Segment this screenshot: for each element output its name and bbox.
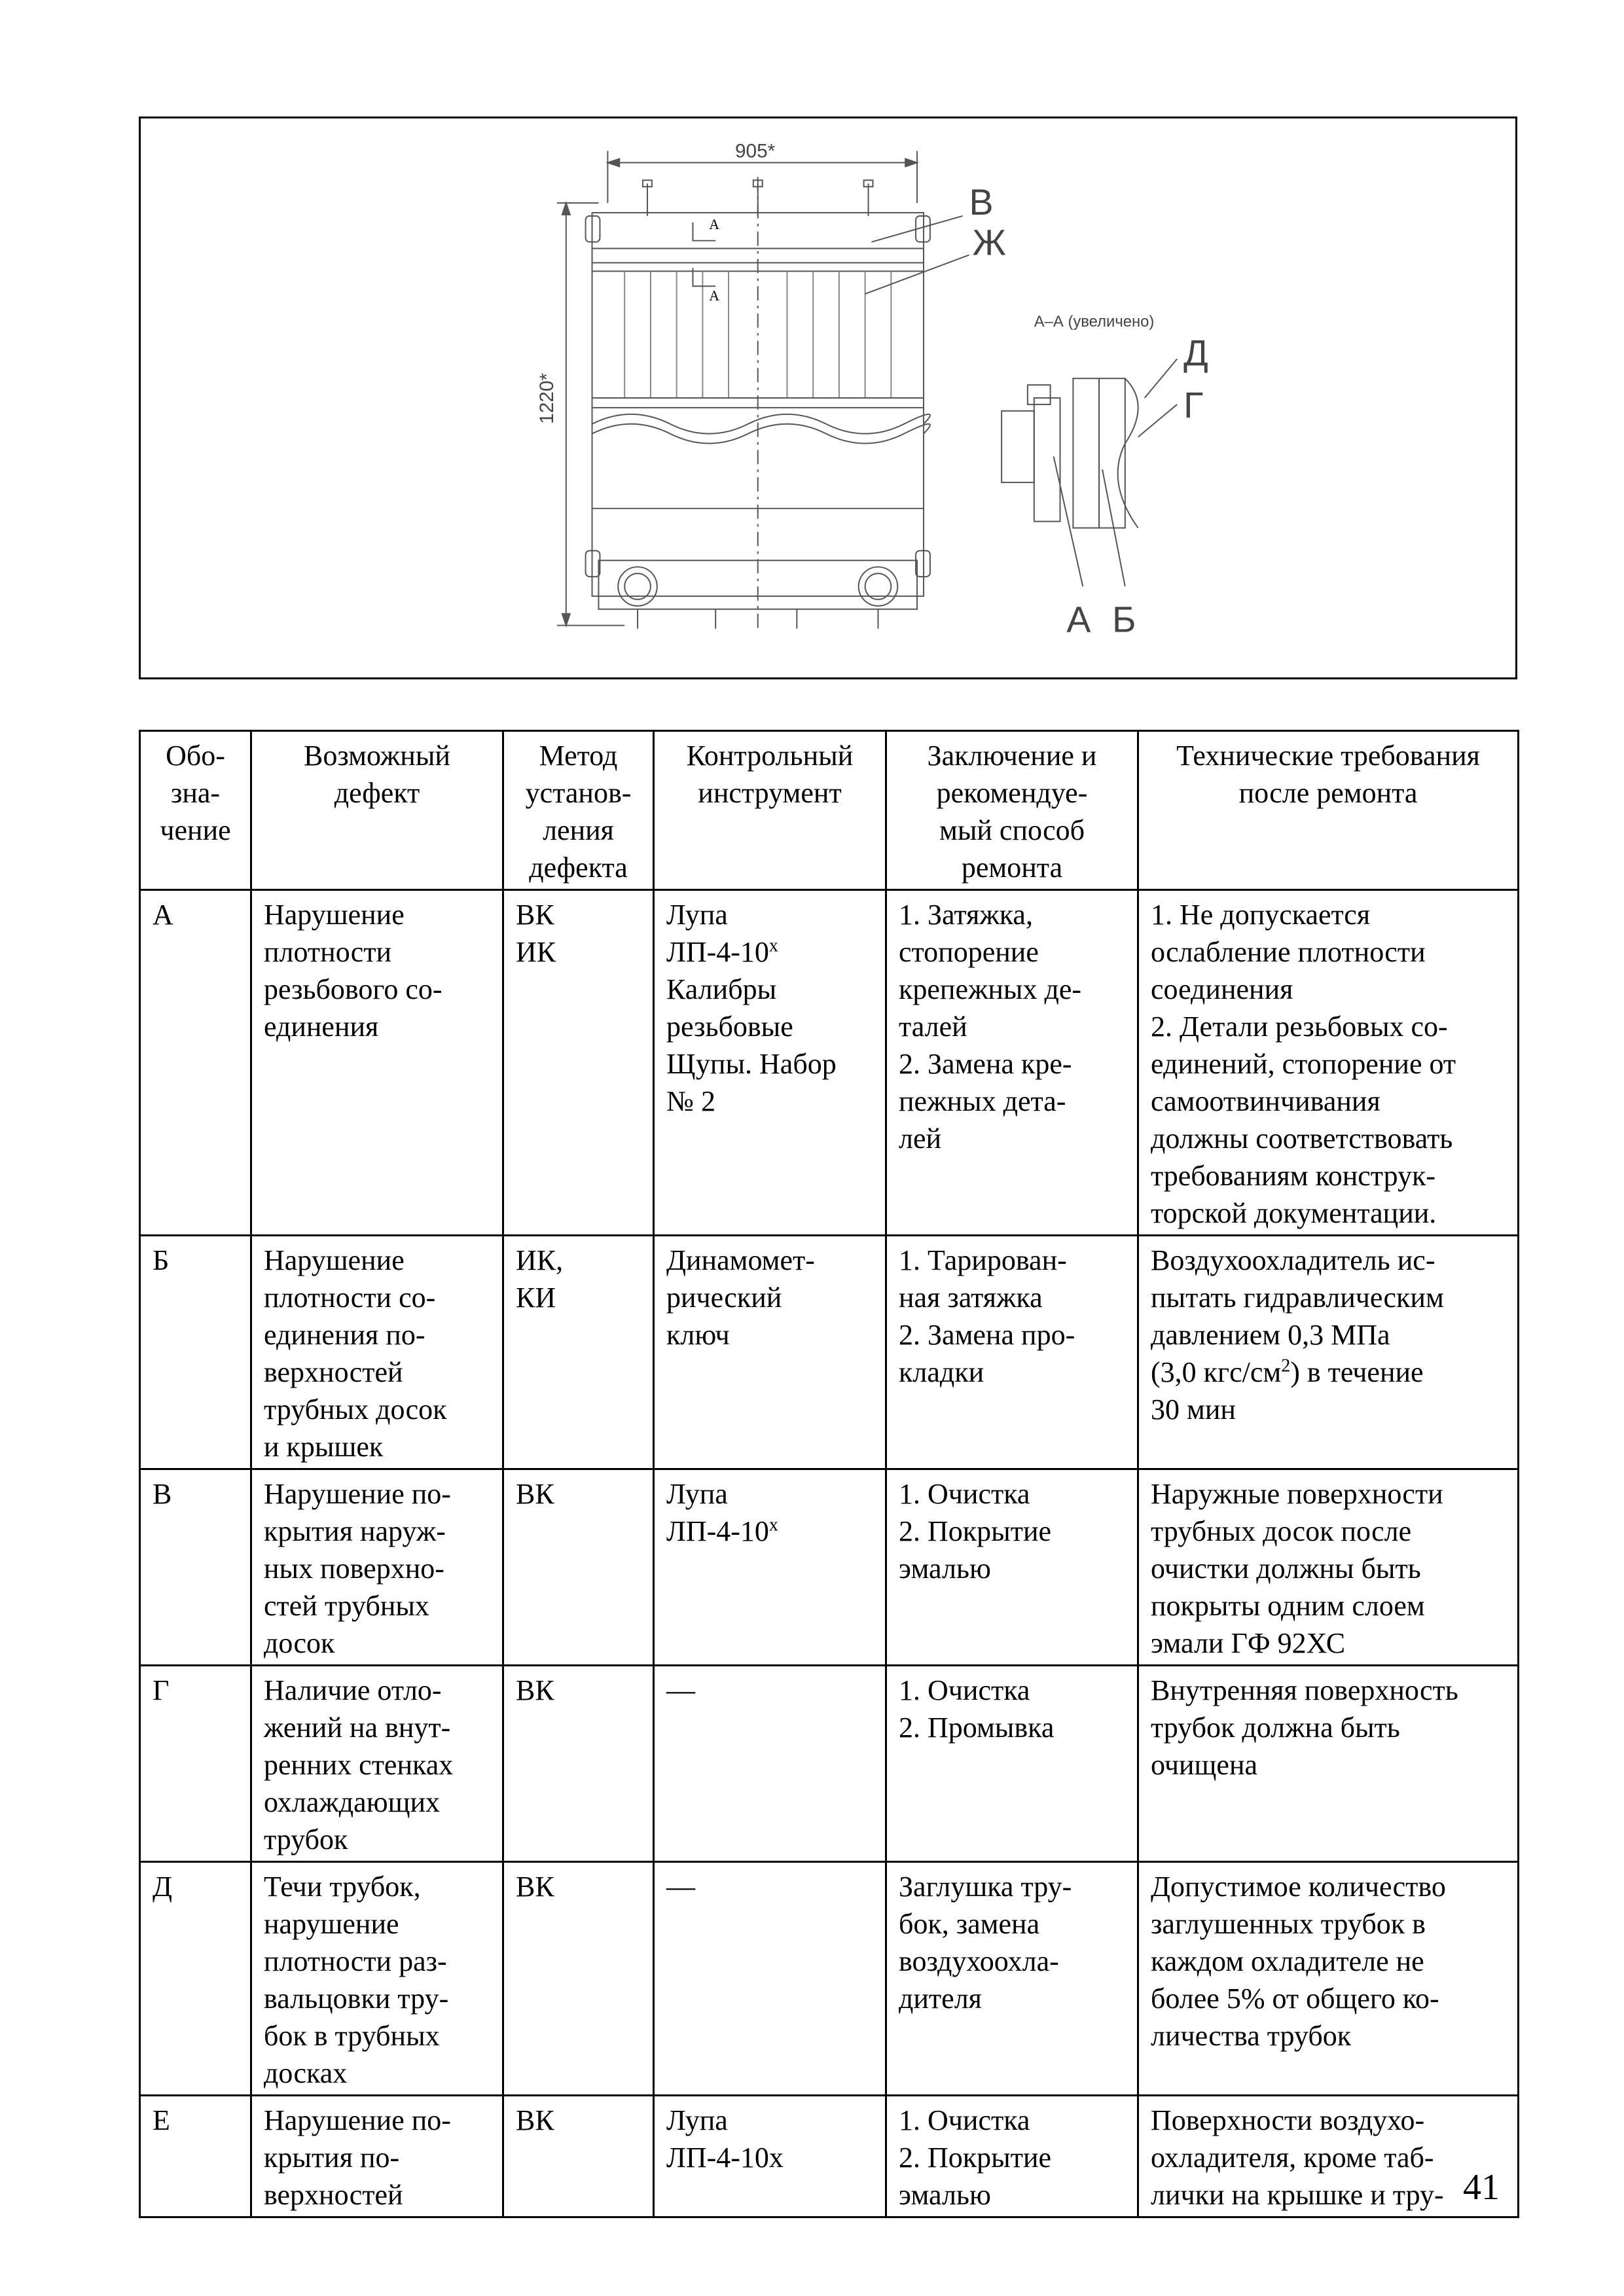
text-segment: требованиям конструк- [1151, 1160, 1436, 1192]
cell-line: чение [160, 814, 231, 846]
cell-line [1151, 2176, 1506, 2214]
designation-cell: Г [140, 1666, 251, 1862]
callout-v: В [969, 181, 994, 223]
text-segment: пытать гидравлическим [1151, 1282, 1444, 1314]
method-cell [503, 1469, 654, 1666]
method-cell [503, 1236, 654, 1469]
method-cell [503, 1862, 654, 2096]
cell-line: ВК [516, 899, 554, 931]
text-segment: — [666, 1674, 695, 1706]
cell-line [1151, 1157, 1506, 1194]
cell-line: после ремонта [1238, 777, 1418, 809]
cell-line: ИК [516, 936, 556, 968]
cell-line: резьбового со- [264, 973, 442, 1005]
cell-line: установ- [525, 777, 632, 809]
text-segment: Лупа [666, 899, 728, 931]
text-segment: заглушенных трубок в [1151, 1908, 1426, 1940]
instrument-cell [654, 1862, 886, 2096]
text-segment: ЛП-4-10х [666, 2142, 784, 2174]
width-dimension: 905* [734, 140, 776, 162]
repair-cell [886, 1862, 1138, 2096]
instrument-cell [654, 1236, 886, 1469]
cell-line [1151, 1905, 1506, 1943]
cell-line [666, 1513, 873, 1550]
cell-line [1151, 1120, 1506, 1157]
cell-line: зна- [170, 777, 221, 809]
text-segment: 30 мин [1151, 1393, 1236, 1426]
instrument-cell [654, 890, 886, 1236]
text-segment: эмали ГФ 92ХС [1151, 1627, 1346, 1659]
cell-line: стей трубных [264, 1590, 429, 1622]
text-segment: должны соответствовать [1151, 1122, 1453, 1155]
cell-line: 1. Тарирован- [899, 1244, 1067, 1276]
cell-line [666, 1045, 873, 1083]
cell-line: 1. Очистка [899, 1478, 1030, 1510]
text-segment: личества трубок [1151, 2020, 1352, 2052]
text-segment: 2. Детали резьбовых со- [1151, 1011, 1448, 1043]
text-segment: единений, стопорение от [1151, 1048, 1456, 1080]
cell-line: нарушение [264, 1908, 399, 1940]
text-segment: Наружные поверхности [1151, 1478, 1443, 1510]
text-segment: охладителя, кроме таб- [1151, 2142, 1434, 2174]
cell-line: кладки [899, 1356, 984, 1388]
cell-line: Наличие отло- [264, 1674, 442, 1706]
text-segment: ) в течение [1290, 1356, 1424, 1388]
text-segment: — [666, 1871, 695, 1903]
text-segment: Допустимое количество [1151, 1871, 1446, 1903]
cell-line: крытия по- [264, 2142, 400, 2174]
cell-line: дителя [899, 1982, 982, 2015]
cell-line: стопорение [899, 936, 1039, 968]
air-cooler-drawing [141, 118, 1515, 677]
cell-line: трубок [264, 1823, 348, 1856]
text-segment: Воздухоохладитель ис- [1151, 1244, 1435, 1276]
cell-line: мый способ [939, 814, 1085, 846]
text-segment: Динамомет- [666, 1244, 815, 1276]
requirements-cell [1138, 890, 1519, 1236]
defect-cell [251, 1236, 503, 1469]
text-segment: ключ [666, 1319, 730, 1351]
cell-line [666, 896, 873, 933]
cell-line: Нарушение по- [264, 1478, 451, 1510]
cell-line [1151, 1475, 1506, 1513]
cell-line: верхностей [264, 2179, 403, 2211]
cell-line [1151, 1391, 1506, 1428]
cell-line [1151, 2017, 1506, 2054]
cell-line: ная затяжка [899, 1282, 1043, 1314]
cell-line: ВК [516, 2104, 554, 2136]
technical-drawing-frame [139, 117, 1517, 679]
cell-line [666, 1008, 873, 1045]
designation-cell: Б [140, 1236, 251, 1469]
cell-line [1151, 1316, 1506, 1354]
cell-line: трубных досок [264, 1393, 447, 1426]
designation-cell: В [140, 1469, 251, 1666]
cell-line: Нарушение [264, 899, 405, 931]
column-header-designation [140, 731, 251, 890]
cell-line [666, 1475, 873, 1513]
method-cell [503, 2096, 654, 2217]
text-segment: ослабление плотности [1151, 936, 1426, 968]
cell-line [666, 1672, 873, 1709]
cell-line [666, 1868, 873, 1905]
cell-line: охлаждающих [264, 1786, 441, 1818]
cell-line: воздухоохла- [899, 1945, 1059, 1977]
text-segment: Внутренняя поверхность [1151, 1674, 1458, 1706]
cell-line: ВК [516, 1674, 554, 1706]
text-segment: ЛП-4-10 [666, 1515, 769, 1547]
cell-line: Метод [539, 740, 618, 772]
cell-line: талей [899, 1011, 967, 1043]
requirements-cell [1138, 1666, 1519, 1862]
cell-line: Технические требования [1176, 740, 1480, 772]
cell-line [1151, 1550, 1506, 1587]
requirements-cell [1138, 1862, 1519, 2096]
cell-line: ренних стенках [264, 1749, 454, 1781]
cell-line [1151, 1746, 1506, 1784]
cell-line [1151, 1279, 1506, 1316]
cell-line: Заключение и [927, 740, 1097, 772]
cell-line: и крышек [264, 1431, 384, 1463]
cell-line [1151, 1709, 1506, 1746]
cell-line: ВК [516, 1478, 554, 1510]
text-segment: самоотвинчивания [1151, 1085, 1380, 1117]
callout-b: Б [1111, 599, 1136, 640]
page-number: 41 [1463, 2167, 1500, 2208]
text-segment: давлением 0,3 МПа [1151, 1319, 1390, 1351]
text-segment: Калибры [666, 973, 777, 1005]
repair-cell [886, 1666, 1138, 1862]
cell-line: рекомендуе- [936, 777, 1088, 809]
cell-line [666, 971, 873, 1008]
cell-line: Нарушение по- [264, 2104, 451, 2136]
designation-cell: Е [140, 2096, 251, 2217]
cell-line [666, 1279, 873, 1316]
defects-table [139, 730, 1519, 2218]
cell-line [1151, 933, 1506, 971]
callout-d: Д [1183, 332, 1208, 374]
text-segment: ЛП-4-10 [666, 936, 769, 968]
height-dimension: 1220* [535, 372, 558, 424]
cell-line [666, 1242, 873, 1279]
cell-line [1151, 2102, 1506, 2139]
repair-cell [886, 1236, 1138, 1469]
cell-line [666, 1316, 873, 1354]
text-segment: покрыты одним слоем [1151, 1590, 1425, 1622]
cell-line: Заглушка тру- [899, 1871, 1072, 1903]
text-segment: рический [666, 1282, 782, 1314]
cell-line: плотности раз- [264, 1945, 447, 1977]
table-row [140, 1469, 1519, 1666]
text-segment: № 2 [666, 1085, 715, 1117]
cell-line: дефект [334, 777, 420, 809]
cell-line: ВК [516, 1871, 554, 1903]
cell-line: бок в трубных [264, 2020, 440, 2052]
section-mark-top: А [709, 216, 720, 232]
cell-line [1151, 1672, 1506, 1709]
cell-line: дефекта [529, 852, 628, 884]
callout-a: А [1066, 599, 1091, 640]
superscript: 2 [1281, 1355, 1291, 1376]
cell-line: инструмент [698, 777, 842, 809]
requirements-cell [1138, 1236, 1519, 1469]
header-row [140, 731, 1519, 890]
cell-line: КИ [516, 1282, 556, 1314]
column-header-repair-conclusion [886, 731, 1138, 890]
text-segment: Лупа [666, 2104, 728, 2136]
cell-line: вальцовки тру- [264, 1982, 449, 2015]
cell-line [1151, 1083, 1506, 1120]
cell-line: плотности со- [264, 1282, 436, 1314]
cell-line [1151, 1008, 1506, 1045]
cell-line: досках [264, 2057, 348, 2089]
instrument-cell [654, 1666, 886, 1862]
designation-cell: Д [140, 1862, 251, 2096]
cell-line: жений на внут- [264, 1712, 451, 1744]
cell-line: досок [264, 1627, 335, 1659]
defects-table-header [140, 731, 1519, 890]
text-segment: более 5% от общего ко- [1151, 1982, 1439, 2015]
callout-g: Г [1183, 384, 1204, 425]
text-segment: соединения [1151, 973, 1293, 1005]
cell-line: пежных дета- [899, 1085, 1066, 1117]
cell-line [666, 2102, 873, 2139]
defect-cell [251, 1469, 503, 1666]
cell-line: Течи трубок, [264, 1871, 421, 1903]
cell-line: 1. Очистка [899, 2104, 1030, 2136]
table-row [140, 1236, 1519, 1469]
superscript: x [768, 935, 778, 956]
repair-cell [886, 1469, 1138, 1666]
repair-cell [886, 890, 1138, 1236]
cell-line: Возможный [304, 740, 450, 772]
cell-line: лей [899, 1122, 942, 1155]
cell-line [1151, 1943, 1506, 1980]
superscript: x [768, 1515, 778, 1535]
cell-line: крытия наруж- [264, 1515, 446, 1547]
column-header-possible-defect [251, 731, 503, 890]
text-segment: Щупы. Набор [666, 1048, 837, 1080]
cell-line: плотности [264, 936, 392, 968]
cell-line: ления [543, 814, 614, 846]
cell-line [1151, 1868, 1506, 1905]
defect-cell [251, 1666, 503, 1862]
defect-cell [251, 890, 503, 1236]
defect-cell [251, 2096, 503, 2217]
cell-line: ремонта [961, 852, 1063, 884]
cell-line: бок, замена [899, 1908, 1040, 1940]
cell-line: Нарушение [264, 1244, 405, 1276]
cell-line: эмалью [899, 2179, 991, 2211]
cell-line [1151, 1587, 1506, 1624]
cell-line: Контрольный [686, 740, 854, 772]
section-mark-bottom: А [709, 288, 720, 304]
cell-line [1151, 1194, 1506, 1232]
cell-line [1151, 1242, 1506, 1279]
cell-line [1151, 1513, 1506, 1550]
cell-line [1151, 1980, 1506, 2017]
cell-line [666, 1083, 873, 1120]
cell-line [1151, 896, 1506, 933]
cell-line [666, 933, 873, 971]
text-segment: Поверхности воздухо- [1151, 2104, 1425, 2136]
text-segment: торской документации. [1151, 1197, 1437, 1229]
cell-line [1151, 1354, 1506, 1391]
method-cell [503, 890, 654, 1236]
text-segment: 1. Не допускается [1151, 899, 1371, 931]
cell-line: ных поверхно- [264, 1552, 444, 1585]
instrument-cell [654, 2096, 886, 2217]
callout-zh: Ж [972, 222, 1006, 263]
text-segment: лички на крышке и тру- [1151, 2179, 1444, 2211]
text-segment: каждом охладителе не [1151, 1945, 1424, 1977]
text-segment: (3,0 кгс/см [1151, 1356, 1282, 1388]
cell-line [1151, 1045, 1506, 1083]
instrument-cell [654, 1469, 886, 1666]
text-segment: очистки должны быть [1151, 1552, 1421, 1585]
designation-cell: А [140, 890, 251, 1236]
repair-cell [886, 2096, 1138, 2217]
cell-line: 2. Покрытие [899, 1515, 1052, 1547]
text-segment: Лупа [666, 1478, 728, 1510]
cell-line: верхностей [264, 1356, 403, 1388]
requirements-cell [1138, 1469, 1519, 1666]
cell-line: эмалью [899, 1552, 991, 1585]
table-row [140, 890, 1519, 1236]
text-segment: трубок должна быть [1151, 1712, 1400, 1744]
cell-line: 2. Покрытие [899, 2142, 1052, 2174]
cell-line: 2. Замена про- [899, 1319, 1075, 1351]
cell-line: единения по- [264, 1319, 425, 1351]
column-header-technical-requirements [1138, 731, 1519, 890]
column-header-detection-method [503, 731, 654, 890]
column-header-control-instrument [654, 731, 886, 890]
cell-line: 1. Затяжка, [899, 899, 1033, 931]
method-cell [503, 1666, 654, 1862]
cell-line: единения [264, 1011, 379, 1043]
table-row [140, 1666, 1519, 1862]
table-row [140, 2096, 1519, 2217]
text-segment: резьбовые [666, 1011, 793, 1043]
cell-line: ИК, [516, 1244, 564, 1276]
cell-line [1151, 971, 1506, 1008]
defect-cell [251, 1862, 503, 2096]
text-segment: трубных досок после [1151, 1515, 1412, 1547]
defects-table-body [140, 890, 1519, 2217]
cell-line [1151, 2139, 1506, 2176]
requirements-cell [1138, 2096, 1519, 2217]
cell-line: 2. Промывка [899, 1712, 1055, 1744]
cell-line: Обо- [166, 740, 225, 772]
cell-line: крепежных де- [899, 973, 1082, 1005]
table-row [140, 1862, 1519, 2096]
cell-line: 1. Очистка [899, 1674, 1030, 1706]
text-segment: очищена [1151, 1749, 1258, 1781]
cell-line [666, 2139, 873, 2176]
cell-line: 2. Замена кре- [899, 1048, 1072, 1080]
cell-line [1151, 1624, 1506, 1662]
section-title: А–А (увеличено) [1034, 312, 1155, 331]
